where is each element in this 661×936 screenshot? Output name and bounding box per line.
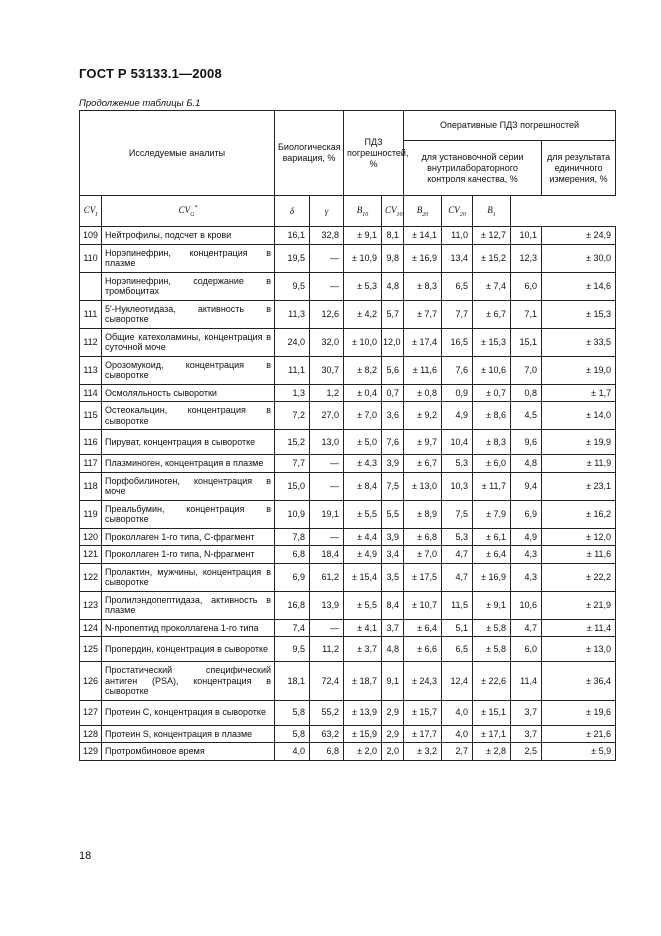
page-number: 18	[79, 850, 92, 862]
row-number: 118	[80, 472, 102, 500]
value-b20: ± 8,6	[473, 402, 511, 430]
row-number: 126	[80, 662, 102, 701]
value-cv10: 2,7	[442, 743, 473, 761]
analyte-name: 5′-Нуклеотидаза, активность в сыворотке	[102, 300, 275, 328]
value-b10: ± 17,5	[404, 563, 442, 591]
sym-cvg: $CV_G^*$	[102, 196, 275, 227]
row-number: 116	[80, 430, 102, 455]
value-b20: ± 5,8	[473, 637, 511, 662]
row-number: 114	[80, 384, 102, 402]
value-delta: ± 5,3	[344, 272, 382, 300]
table-row	[80, 227, 616, 245]
value-cvg: 55,2	[310, 700, 344, 725]
value-b1: ± 15,3	[542, 300, 616, 328]
value-delta: ± 3,7	[344, 637, 382, 662]
value-delta: ± 13,9	[344, 700, 382, 725]
value-b10: ± 6,6	[404, 637, 442, 662]
value-cvi: 9,5	[275, 637, 310, 662]
value-b20: ± 10,6	[473, 356, 511, 384]
value-gamma: 5,5	[382, 500, 404, 528]
value-cvi: 16,1	[275, 227, 310, 245]
analyte-name: Преальбумин, концентрация в сыворотке	[102, 500, 275, 528]
table-row	[80, 356, 616, 384]
value-b20: ± 15,2	[473, 244, 511, 272]
value-gamma: 2,9	[382, 725, 404, 743]
value-b1: ± 11,9	[542, 455, 616, 473]
value-cvi: 11,1	[275, 356, 310, 384]
analyte-name: Норэпинефрин, концентрация в плазме	[102, 244, 275, 272]
value-cvi: 15,2	[275, 430, 310, 455]
value-cvi: 11,3	[275, 300, 310, 328]
value-delta: ± 5,5	[344, 500, 382, 528]
value-gamma: 4,8	[382, 272, 404, 300]
value-b10: ± 6,7	[404, 455, 442, 473]
sym-b20: $B_{20}$	[404, 196, 442, 227]
value-delta: ± 7,0	[344, 402, 382, 430]
analyte-name: Остеокальцин, концентрация в сыворотке	[102, 402, 275, 430]
table-row	[80, 244, 616, 272]
row-number: 113	[80, 356, 102, 384]
value-gamma: 3,9	[382, 455, 404, 473]
value-gamma: 12,0	[382, 328, 404, 356]
value-b20: ± 6,1	[473, 528, 511, 546]
value-cv10: 7,6	[442, 356, 473, 384]
value-cv20: 10,1	[511, 227, 542, 245]
value-cvi: 7,7	[275, 455, 310, 473]
value-cvg: 63,2	[310, 725, 344, 743]
value-b1: ± 5,9	[542, 743, 616, 761]
row-number: 109	[80, 227, 102, 245]
value-delta: ± 4,1	[344, 619, 382, 637]
row-number: 115	[80, 402, 102, 430]
analyte-name: Пролилэндопептидаза, активность в плазме	[102, 591, 275, 619]
value-cvg: —	[310, 272, 344, 300]
value-b1: ± 19,0	[542, 356, 616, 384]
value-b20: ± 15,3	[473, 328, 511, 356]
value-b20: ± 6,4	[473, 546, 511, 564]
value-cv20: 3,7	[511, 725, 542, 743]
value-b10: ± 16,9	[404, 244, 442, 272]
value-gamma: 3,5	[382, 563, 404, 591]
table-row	[80, 528, 616, 546]
value-b10: ± 6,8	[404, 528, 442, 546]
value-cv20: 15,1	[511, 328, 542, 356]
value-b20: ± 9,1	[473, 591, 511, 619]
header-series: для установочной серии внутрилабораторного контроля качества, %	[404, 141, 542, 196]
header-operative-pdz: Оперативные ПДЗ погрешностей	[404, 111, 616, 141]
value-gamma: 4,8	[382, 637, 404, 662]
sym-cv10: $CV_{10}$	[382, 196, 404, 227]
value-cv20: 9,4	[511, 472, 542, 500]
value-delta: ± 5,0	[344, 430, 382, 455]
value-delta: ± 9,1	[344, 227, 382, 245]
value-cv20: 9,6	[511, 430, 542, 455]
value-cv10: 4,7	[442, 546, 473, 564]
value-b10: ± 8,3	[404, 272, 442, 300]
value-delta: ± 15,4	[344, 563, 382, 591]
value-b1: ± 19,6	[542, 700, 616, 725]
value-cv20: 4,9	[511, 528, 542, 546]
value-delta: ± 15,9	[344, 725, 382, 743]
value-cv20: 4,3	[511, 563, 542, 591]
value-b1: ± 12,0	[542, 528, 616, 546]
value-cv10: 13,4	[442, 244, 473, 272]
value-b10: ± 7,0	[404, 546, 442, 564]
analyte-name: Порфобилиноген, концентрация в моче	[102, 472, 275, 500]
table-row	[80, 272, 616, 300]
row-number: 125	[80, 637, 102, 662]
value-gamma: 2,9	[382, 700, 404, 725]
analyte-name: Проколлаген 1-го типа, С-фрагмент	[102, 528, 275, 546]
value-delta: ± 4,4	[344, 528, 382, 546]
value-cv20: 6,0	[511, 272, 542, 300]
value-cv20: 11,4	[511, 662, 542, 701]
analyte-name: Нейтрофилы, подсчет в крови	[102, 227, 275, 245]
value-delta: ± 4,2	[344, 300, 382, 328]
value-gamma: 5,7	[382, 300, 404, 328]
sym-cv20: $CV_{20}$	[442, 196, 473, 227]
value-b20: ± 12,7	[473, 227, 511, 245]
value-b20: ± 2,8	[473, 743, 511, 761]
value-cv20: 4,3	[511, 546, 542, 564]
value-gamma: 7,5	[382, 472, 404, 500]
value-b10: ± 24,3	[404, 662, 442, 701]
value-delta: ± 8,2	[344, 356, 382, 384]
document-header: ГОСТ Р 53133.1—2008	[79, 66, 222, 81]
value-cv10: 11,5	[442, 591, 473, 619]
value-b10: ± 7,7	[404, 300, 442, 328]
value-cvg: 18,4	[310, 546, 344, 564]
header-analytes: Исследуемые аналиты	[80, 111, 275, 196]
row-number: 117	[80, 455, 102, 473]
table-row	[80, 725, 616, 743]
analyte-name: Осмоляльность сыворотки	[102, 384, 275, 402]
table-row	[80, 430, 616, 455]
value-cvg: 30,7	[310, 356, 344, 384]
value-b20: ± 7,4	[473, 272, 511, 300]
value-cvi: 18,1	[275, 662, 310, 701]
row-number: 112	[80, 328, 102, 356]
value-b1: ± 33,5	[542, 328, 616, 356]
value-gamma: 3,6	[382, 402, 404, 430]
value-cv10: 0,9	[442, 384, 473, 402]
value-delta: ± 4,3	[344, 455, 382, 473]
value-cvg: 1,2	[310, 384, 344, 402]
value-cv20: 4,7	[511, 619, 542, 637]
table-row	[80, 500, 616, 528]
table-body	[80, 227, 616, 761]
value-b10: ± 10,7	[404, 591, 442, 619]
value-b1: ± 14,0	[542, 402, 616, 430]
value-gamma: 7,6	[382, 430, 404, 455]
value-b1: ± 36,4	[542, 662, 616, 701]
table-row	[80, 384, 616, 402]
value-gamma: 9,8	[382, 244, 404, 272]
table-row	[80, 743, 616, 761]
value-b20: ± 0,7	[473, 384, 511, 402]
value-cvi: 6,8	[275, 546, 310, 564]
value-cvi: 5,8	[275, 700, 310, 725]
header-single-result: для результата единичного измерения, %	[542, 141, 616, 196]
table-row	[80, 402, 616, 430]
value-cv10: 7,7	[442, 300, 473, 328]
value-b10: ± 11,6	[404, 356, 442, 384]
header-bio-variation: Биологическая вариация, %	[275, 111, 344, 196]
analyte-name: Простатический специфический антиген (PSA), концентрация в сыворотке	[102, 662, 275, 701]
value-cvg: —	[310, 455, 344, 473]
value-cvi: 19,5	[275, 244, 310, 272]
value-b20: ± 17,1	[473, 725, 511, 743]
value-cv20: 7,0	[511, 356, 542, 384]
value-delta: ± 18,7	[344, 662, 382, 701]
analyte-name: Плазминоген, концентрация в плазме	[102, 455, 275, 473]
value-cvg: —	[310, 472, 344, 500]
row-number: 111	[80, 300, 102, 328]
analyte-name: Пируват, концентрация в сыворотке	[102, 430, 275, 455]
value-cv10: 11,0	[442, 227, 473, 245]
value-b1: ± 16,2	[542, 500, 616, 528]
value-cv10: 6,5	[442, 637, 473, 662]
value-cvi: 16,8	[275, 591, 310, 619]
table-row	[80, 455, 616, 473]
sym-cvi: $CV_I$	[80, 196, 102, 227]
value-cv20: 12,3	[511, 244, 542, 272]
value-cvg: 13,0	[310, 430, 344, 455]
value-cvi: 4,0	[275, 743, 310, 761]
value-gamma: 2,0	[382, 743, 404, 761]
table-row	[80, 700, 616, 725]
value-b1: ± 23,1	[542, 472, 616, 500]
value-cv10: 4,9	[442, 402, 473, 430]
value-b20: ± 5,8	[473, 619, 511, 637]
row-number: 120	[80, 528, 102, 546]
value-cvg: 13,9	[310, 591, 344, 619]
value-cv20: 10,6	[511, 591, 542, 619]
value-cv20: 6,0	[511, 637, 542, 662]
value-cvi: 24,0	[275, 328, 310, 356]
table-caption: Продолжение таблицы Б.1	[79, 98, 201, 109]
value-delta: ± 10,0	[344, 328, 382, 356]
value-b20: ± 8,3	[473, 430, 511, 455]
row-number: 127	[80, 700, 102, 725]
row-number: 119	[80, 500, 102, 528]
analyte-name: Пролактин, мужчины, концентрация в сыворотке	[102, 563, 275, 591]
sym-b1: $B_1$	[473, 196, 511, 227]
value-cv10: 5,3	[442, 528, 473, 546]
value-cv20: 2,5	[511, 743, 542, 761]
analyte-name: Пропердин, концентрация в сыворотке	[102, 637, 275, 662]
row-number: 129	[80, 743, 102, 761]
value-b20: ± 16,9	[473, 563, 511, 591]
value-cvg: 27,0	[310, 402, 344, 430]
value-b1: ± 19,9	[542, 430, 616, 455]
value-cvg: —	[310, 528, 344, 546]
value-cv10: 5,1	[442, 619, 473, 637]
value-b1: ± 21,6	[542, 725, 616, 743]
value-delta: ± 2,0	[344, 743, 382, 761]
value-b1: ± 22,2	[542, 563, 616, 591]
value-cv10: 4,7	[442, 563, 473, 591]
table-row	[80, 546, 616, 564]
value-cv20: 4,5	[511, 402, 542, 430]
value-b10: ± 17,4	[404, 328, 442, 356]
value-b10: ± 13,0	[404, 472, 442, 500]
value-b10: ± 9,2	[404, 402, 442, 430]
table-row	[80, 619, 616, 637]
value-cv10: 4,0	[442, 725, 473, 743]
value-b20: ± 6,7	[473, 300, 511, 328]
value-gamma: 3,4	[382, 546, 404, 564]
value-b20: ± 15,1	[473, 700, 511, 725]
value-cvg: —	[310, 244, 344, 272]
value-b1: ± 11,6	[542, 546, 616, 564]
analyte-name: Протромбиновое время	[102, 743, 275, 761]
value-gamma: 8,1	[382, 227, 404, 245]
value-cv10: 10,3	[442, 472, 473, 500]
value-b1: ± 14,6	[542, 272, 616, 300]
value-cvi: 5,8	[275, 725, 310, 743]
value-delta: ± 4,9	[344, 546, 382, 564]
value-cvi: 15,0	[275, 472, 310, 500]
value-cv20: 3,7	[511, 700, 542, 725]
analyte-name: Проколлаген 1-го типа, N-фрагмент	[102, 546, 275, 564]
sym-gamma: γ	[310, 196, 344, 227]
table-row	[80, 637, 616, 662]
value-cvg: 6,8	[310, 743, 344, 761]
table-row	[80, 591, 616, 619]
value-b10: ± 9,7	[404, 430, 442, 455]
row-number: 121	[80, 546, 102, 564]
analyte-name: Орозомукоид, концентрация в сыворотке	[102, 356, 275, 384]
value-cvg: 12,6	[310, 300, 344, 328]
value-cv20: 4,8	[511, 455, 542, 473]
header-pdz: ПДЗ погрешностей, %	[344, 111, 404, 196]
value-cvi: 9,5	[275, 272, 310, 300]
value-b10: ± 15,7	[404, 700, 442, 725]
value-b1: ± 11,4	[542, 619, 616, 637]
row-number: 124	[80, 619, 102, 637]
value-gamma: 9,1	[382, 662, 404, 701]
analyte-name: Протеин S, концентрация в плазме	[102, 725, 275, 743]
value-cv10: 12,4	[442, 662, 473, 701]
value-gamma: 8,4	[382, 591, 404, 619]
value-cv10: 6,5	[442, 272, 473, 300]
value-gamma: 5,6	[382, 356, 404, 384]
analyte-name: N-пропептид проколлагена 1-го типа	[102, 619, 275, 637]
value-b1: ± 13,0	[542, 637, 616, 662]
value-b10: ± 8,9	[404, 500, 442, 528]
value-b1: ± 1,7	[542, 384, 616, 402]
value-cv10: 7,5	[442, 500, 473, 528]
value-delta: ± 8,4	[344, 472, 382, 500]
value-cvg: —	[310, 619, 344, 637]
value-cvg: 72,4	[310, 662, 344, 701]
table-row	[80, 300, 616, 328]
value-b20: ± 6,0	[473, 455, 511, 473]
value-gamma: 3,9	[382, 528, 404, 546]
row-number: 123	[80, 591, 102, 619]
value-b10: ± 6,4	[404, 619, 442, 637]
value-gamma: 3,7	[382, 619, 404, 637]
analyte-name: Норэпинефрин, содержание в тромбоцитах	[102, 272, 275, 300]
value-cv10: 10,4	[442, 430, 473, 455]
value-b10: ± 3,2	[404, 743, 442, 761]
value-cvg: 19,1	[310, 500, 344, 528]
value-b10: ± 0,8	[404, 384, 442, 402]
value-cv10: 4,0	[442, 700, 473, 725]
value-b20: ± 7,9	[473, 500, 511, 528]
value-delta: ± 0,4	[344, 384, 382, 402]
analytes-table	[79, 110, 616, 761]
value-b20: ± 11,7	[473, 472, 511, 500]
value-cvi: 6,9	[275, 563, 310, 591]
table-row	[80, 563, 616, 591]
value-gamma: 0,7	[382, 384, 404, 402]
table-row	[80, 328, 616, 356]
sym-b10: $B_{10}$	[344, 196, 382, 227]
value-cv20: 6,9	[511, 500, 542, 528]
value-cvg: 32,8	[310, 227, 344, 245]
value-b10: ± 17,7	[404, 725, 442, 743]
value-cv20: 0,8	[511, 384, 542, 402]
value-cvi: 7,8	[275, 528, 310, 546]
value-b10: ± 14,1	[404, 227, 442, 245]
sym-delta: δ	[275, 196, 310, 227]
value-cv10: 5,3	[442, 455, 473, 473]
analyte-name: Общие катехоламины, концентрация в суточной моче	[102, 328, 275, 356]
row-number: 122	[80, 563, 102, 591]
value-cv20: 7,1	[511, 300, 542, 328]
table-row	[80, 662, 616, 701]
value-b1: ± 30,0	[542, 244, 616, 272]
row-number: 110	[80, 244, 102, 272]
value-cvg: 61,2	[310, 563, 344, 591]
value-cvi: 7,2	[275, 402, 310, 430]
row-number	[80, 272, 102, 300]
table-row	[80, 472, 616, 500]
row-number: 128	[80, 725, 102, 743]
value-b20: ± 22,6	[473, 662, 511, 701]
value-delta: ± 5,5	[344, 591, 382, 619]
analyte-name: Протеин С, концентрация в сыворотке	[102, 700, 275, 725]
value-cvi: 10,9	[275, 500, 310, 528]
value-cvg: 11,2	[310, 637, 344, 662]
value-cvg: 32,0	[310, 328, 344, 356]
value-cvi: 1,3	[275, 384, 310, 402]
value-cv10: 16,5	[442, 328, 473, 356]
value-b1: ± 24,9	[542, 227, 616, 245]
value-delta: ± 10,9	[344, 244, 382, 272]
value-cvi: 7,4	[275, 619, 310, 637]
value-b1: ± 21,9	[542, 591, 616, 619]
